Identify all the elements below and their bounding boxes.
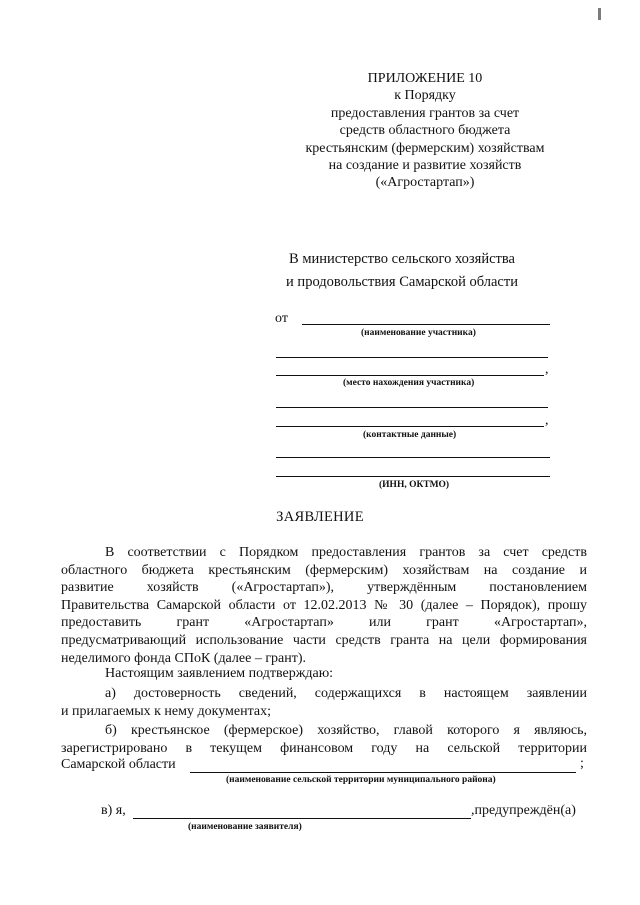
confirmation-lead: Настоящим заявлением подтверждаю: bbox=[105, 666, 334, 681]
participant-name-caption: (наименование участника) bbox=[361, 328, 476, 338]
contacts-comma: , bbox=[545, 413, 549, 428]
paragraph-line: развитие хозяйств («Агростартап»), утверждённым постановлением bbox=[61, 580, 587, 596]
paragraph-request bbox=[61, 544, 587, 667]
addressee-line: В министерство сельского хозяйства bbox=[289, 251, 515, 267]
inn-field-line-2[interactable] bbox=[276, 476, 550, 477]
header-line: к Порядку bbox=[394, 88, 456, 104]
location-field-line-1[interactable] bbox=[276, 357, 548, 358]
territory-caption: (наименование сельской территории муниципального района) bbox=[226, 775, 496, 785]
paragraph-line: областного бюджета крестьянским (фермерским) хозяйствам на создание и bbox=[61, 562, 587, 578]
item-v-end: ,предупреждён(а) bbox=[471, 803, 576, 818]
header-line: средств областного бюджета bbox=[339, 123, 511, 139]
from-label: от bbox=[275, 311, 288, 326]
header-line: предоставления грантов за счет bbox=[330, 105, 520, 121]
header-line: крестьянским (фермерским) хозяйствам bbox=[305, 140, 545, 156]
header-line: («Агростартап») bbox=[375, 175, 475, 191]
contacts-field-line-1[interactable] bbox=[276, 407, 548, 408]
location-field-line-2[interactable] bbox=[276, 375, 544, 376]
contacts-field-line-2[interactable] bbox=[276, 426, 544, 427]
document-title: ЗАЯВЛЕНИЕ bbox=[276, 509, 364, 525]
appendix-header bbox=[300, 70, 550, 192]
territory-field[interactable] bbox=[190, 772, 576, 773]
paragraph-line: а) достоверность сведений, содержащихся в настоящем заявлении bbox=[105, 686, 587, 701]
addressee bbox=[252, 248, 552, 294]
paragraph-line: В соответствии с Порядком предоставления грантов за счет средств bbox=[105, 545, 587, 560]
participant-name-field[interactable] bbox=[302, 324, 550, 325]
appendix-title: ПРИЛОЖЕНИЕ 10 bbox=[367, 71, 483, 86]
item-v-start: в) я, bbox=[101, 803, 126, 818]
location-comma: , bbox=[545, 362, 549, 377]
item-a bbox=[61, 685, 587, 720]
addressee-line: и продовольствия Самарской области bbox=[286, 274, 518, 290]
paragraph-line: и прилагаемых к нему документах; bbox=[61, 703, 271, 719]
inn-field-line-1[interactable] bbox=[276, 457, 550, 458]
paragraph-line: предоставить грант «Агростартап» или грант «Агростартап», bbox=[61, 615, 587, 631]
scan-mark bbox=[598, 8, 601, 20]
territory-end: ; bbox=[580, 756, 584, 771]
paragraph-line: б) крестьянское (фермерское) хозяйство, главой которого я являюсь, bbox=[105, 723, 587, 738]
applicant-name-field[interactable] bbox=[133, 818, 471, 819]
territory-label: Самарской области bbox=[61, 757, 176, 772]
item-b bbox=[61, 722, 587, 757]
header-line: на создание и развитие хозяйств bbox=[328, 158, 522, 174]
inn-caption: (ИНН, ОКТМО) bbox=[379, 480, 450, 490]
contacts-caption: (контактные данные) bbox=[363, 430, 457, 440]
applicant-caption: (наименование заявителя) bbox=[188, 822, 302, 832]
location-caption: (место нахождения участника) bbox=[343, 378, 475, 388]
paragraph-line: неделимого фонда СПоК (далее – грант). bbox=[61, 650, 307, 666]
paragraph-line: предусматривающий использование части средств гранта на цели формирования bbox=[61, 632, 587, 648]
paragraph-line: зарегистрировано в текущем финансовом году на сельской территории bbox=[61, 740, 587, 756]
paragraph-line: Правительства Самарской области от 12.02.2013 № 30 (далее – Порядок), прошу bbox=[61, 597, 587, 613]
